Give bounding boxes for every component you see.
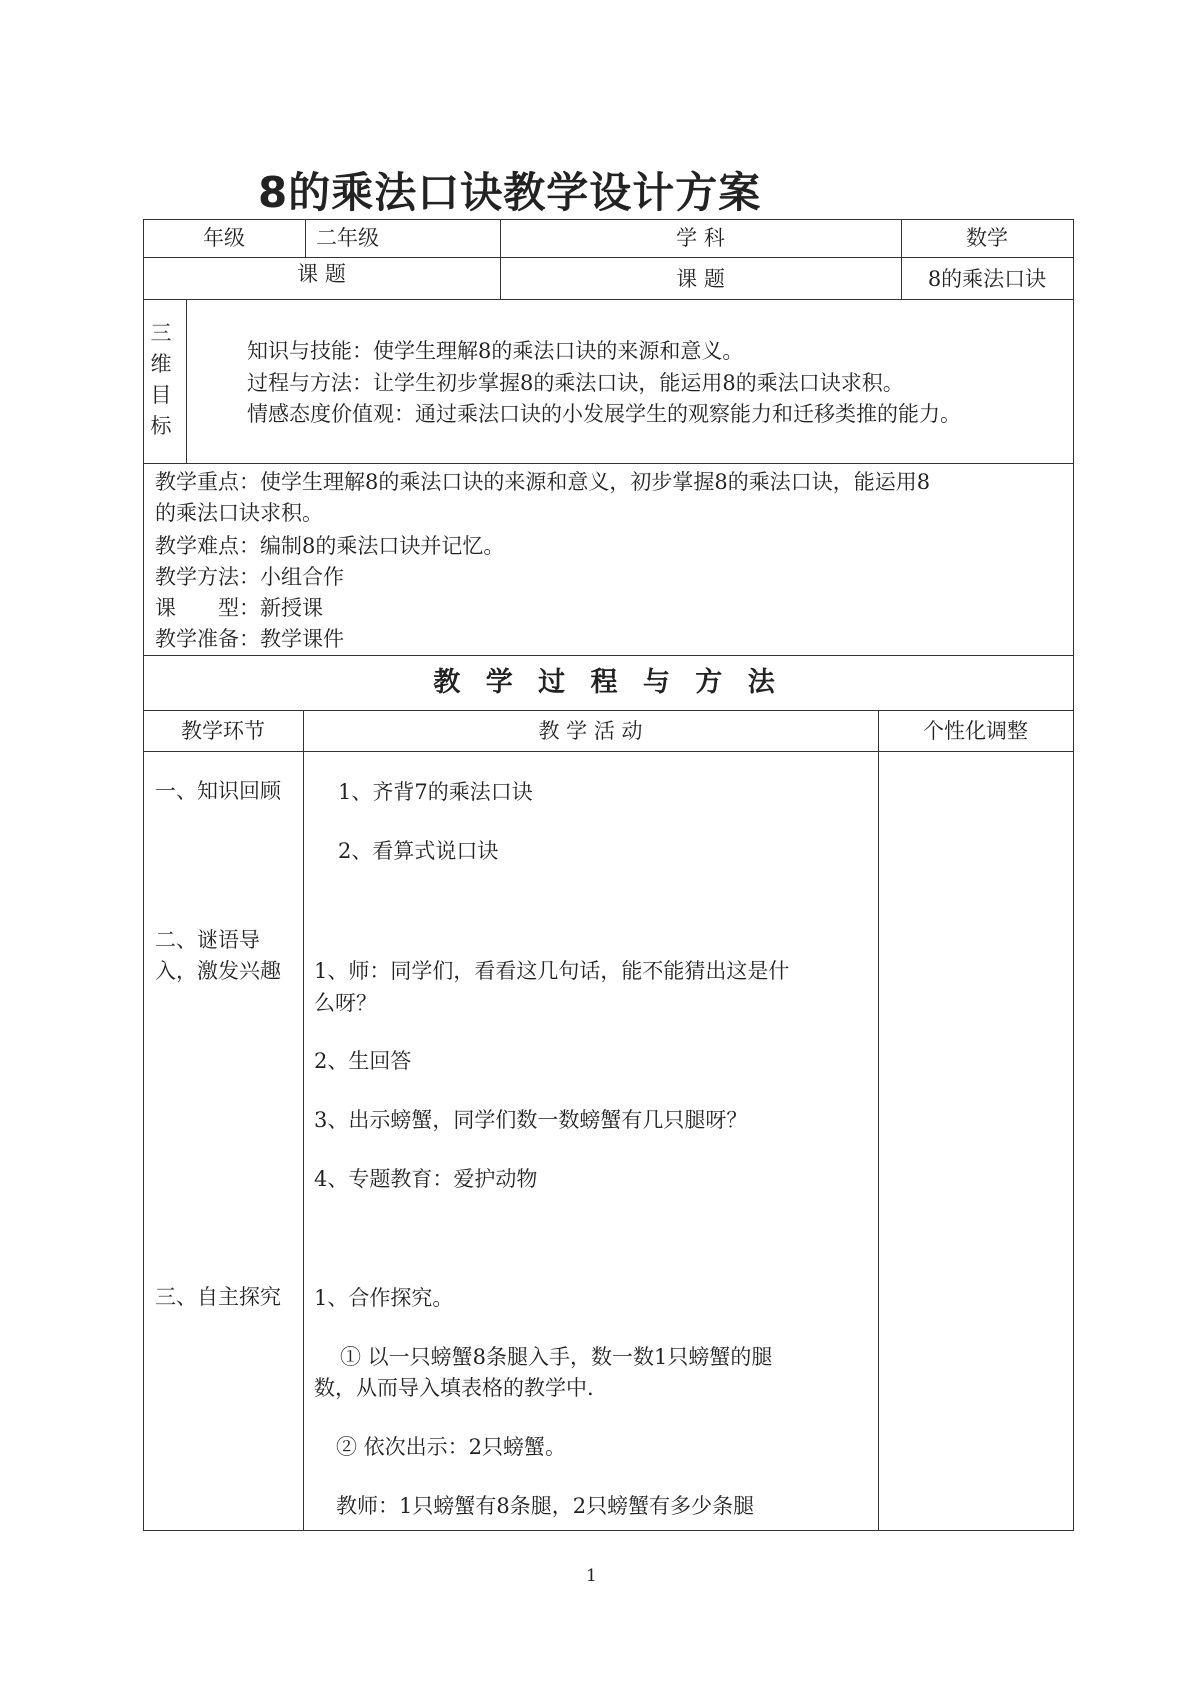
grade-value: 二年级	[316, 226, 379, 250]
activity-item: ① 以一只螃蟹8条腿入手，数一数1只螃蟹的腿	[340, 1345, 773, 1369]
activity-item: 4、专题教育：爱护动物	[314, 1167, 538, 1191]
activity-item: 2、看算式说口诀	[338, 839, 499, 863]
subject-label: 学 科	[676, 226, 725, 250]
table-rule	[143, 299, 1073, 300]
column-header-activity: 教 学 活 动	[538, 719, 643, 743]
method-text: 教学方法：小组合作	[155, 565, 344, 589]
activity-item: 1、合作探究。	[314, 1286, 454, 1310]
column-header-stage: 教学环节	[181, 719, 265, 743]
table-border-bottom	[143, 1530, 1073, 1531]
table-rule	[305, 219, 306, 258]
table-rule	[143, 463, 1073, 464]
table-border-top	[143, 219, 1073, 220]
table-rule	[143, 710, 1073, 711]
table-border-left	[143, 219, 144, 1531]
key-point-text: 的乘法口诀求积。	[155, 501, 323, 525]
goal-line: 过程与方法：让学生初步掌握8的乘法口诀，能运用8的乘法口诀求积。	[247, 371, 904, 395]
topic-label-right: 课 题	[676, 267, 725, 291]
difficulty-text: 教学难点：编制8的乘法口诀并记忆。	[155, 534, 505, 558]
table-rule	[878, 710, 879, 1531]
table-rule	[186, 299, 187, 464]
goal-line: 知识与技能：使学生理解8的乘法口诀的来源和意义。	[247, 339, 744, 363]
activity-item: 2、生回答	[314, 1049, 412, 1073]
table-rule	[303, 710, 304, 1531]
table-border-right	[1073, 219, 1074, 1531]
stage-cell: 三、自主探究	[155, 1285, 281, 1309]
preparation-text: 教学准备：教学课件	[155, 627, 344, 651]
subject-value: 数学	[966, 226, 1008, 250]
activity-item: 数，从而导入填表格的教学中.	[314, 1376, 594, 1400]
table-rule	[143, 257, 1073, 258]
process-title: 教 学 过 程 与 方 法	[433, 667, 783, 698]
activity-item: 么呀？	[314, 991, 377, 1015]
page-number: 1	[586, 1566, 597, 1586]
stage-cell: 二、谜语导入，激发兴趣	[155, 928, 281, 983]
activity-item: 1、齐背7的乘法口诀	[338, 780, 533, 804]
document-title: 8的乘法口诀教学设计方案	[258, 168, 762, 217]
table-rule	[143, 655, 1073, 656]
activity-item: 1、师：同学们，看看这几句话，能不能猜出这是什	[314, 959, 790, 983]
activity-item: 3、出示螃蟹，同学们数一数螃蟹有几只腿呀？	[314, 1108, 748, 1132]
activity-item: 教师：1只螃蟹有8条腿，2只螃蟹有多少条腿	[336, 1494, 755, 1518]
goal-line: 情感态度价值观：通过乘法口诀的小发展学生的观察能力和迁移类推的能力。	[247, 402, 961, 426]
stage-cell: 一、知识回顾	[155, 779, 281, 803]
column-header-adjust: 个性化调整	[923, 719, 1028, 743]
topic-value: 8的乘法口诀	[927, 267, 1047, 291]
key-point-text: 教学重点：使学生理解8的乘法口诀的来源和意义，初步掌握8的乘法口诀，能运用8	[155, 470, 931, 494]
lesson-type-text: 课 型：新授课	[155, 596, 323, 620]
topic-label-left: 课 题	[297, 262, 346, 286]
table-rule	[143, 751, 1073, 752]
activity-item: ② 依次出示：2只螃蟹。	[336, 1435, 567, 1459]
goals-label: 三维目标	[150, 321, 172, 438]
grade-label: 年级	[203, 226, 245, 250]
